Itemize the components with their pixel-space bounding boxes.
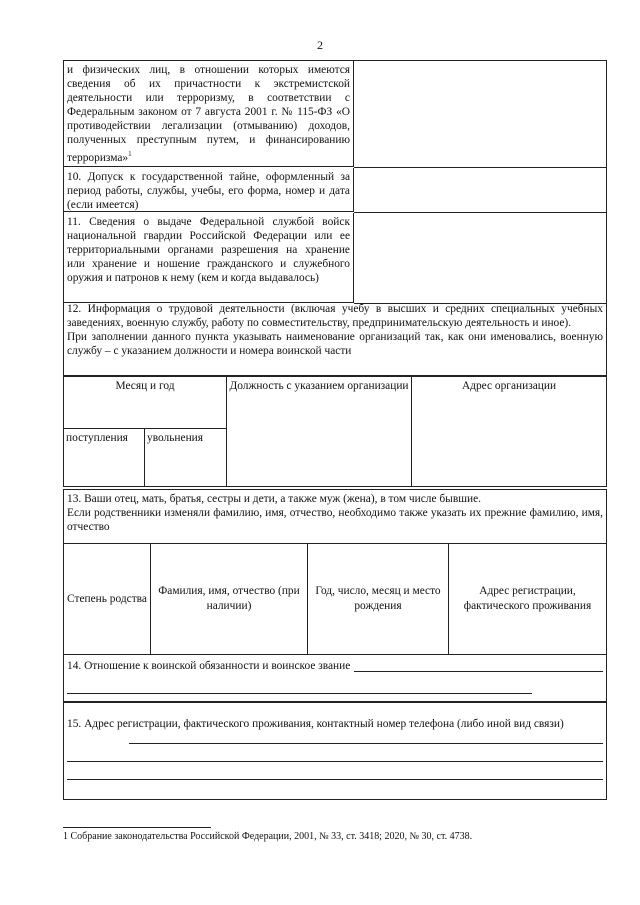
address-header: [412, 377, 607, 487]
address-input-line-3[interactable]: [67, 766, 603, 780]
item-9-continuation: [64, 61, 354, 167]
item-11-label: 11. Сведения о выдаче Федеральной службой войск национальной гвардии Российской Федерации или ее территориальными органами разрешения на хранение или хранение и ношение гражданского и служебного оружия и патронов к нему (кем и когда выдавалось): [64, 213, 354, 303]
item-13-section: [63, 489, 607, 544]
item-12-heading: 12. Информация о трудовой деятельности (включая учебу в высших и средних специальных учебных заведениях, военную службу, работу по совместительству, предпринимательскую деятельность и иное).: [67, 303, 603, 329]
item-15-label: 15. Адрес регистрации, фактического проживания, контактный номер телефона (либо иной вид связи): [67, 718, 564, 730]
item-12-section: [63, 300, 607, 376]
item-10-answer-field[interactable]: [354, 168, 606, 213]
military-rank-extra-line[interactable]: [67, 680, 532, 694]
start-date-header: поступления: [64, 429, 145, 487]
item-15-section: [63, 702, 607, 800]
item-14-label: 14. Отношение к воинской обязанности и воинское звание: [67, 660, 351, 672]
full-name-header: Фамилия, имя, отчество (при наличии): [151, 544, 308, 655]
footnote-marker: 1: [128, 150, 132, 158]
relation-degree-header: Степень родства: [64, 544, 151, 655]
footnote-divider: [63, 827, 211, 828]
address-header-text: Адрес организации: [461, 380, 557, 392]
item-13-instruction: Если родственники изменяли фамилию, имя, отчество, необходимо также указать их прежние фамилию, имя, отчество: [67, 507, 603, 533]
position-header-text: Должность с указанием организации: [229, 380, 409, 392]
employment-table: [63, 376, 607, 487]
page-number: 2: [317, 38, 323, 52]
end-date-header: увольнения: [145, 429, 227, 487]
questionnaire-upper-grid: [63, 60, 607, 300]
relatives-table: [63, 543, 607, 655]
month-year-header: Месяц и год: [64, 377, 227, 429]
item-14-section: [63, 654, 607, 702]
position-header: [227, 377, 412, 487]
item-11-answer-field[interactable]: [354, 213, 606, 304]
item-12-instruction: При заполнении данного пункта указывать наименование организаций так, как они именовались, военную службу – с указанием должности и номера воинской части: [67, 331, 603, 357]
address-input-line-1[interactable]: [129, 730, 603, 744]
item-9-answer-field[interactable]: [354, 61, 606, 168]
military-rank-input-line[interactable]: [354, 658, 603, 672]
footnote: 1 Собрание законодательства Российской Федерации, 2001, № 33, ст. 3418; 2020, № 30, ст. 4738.: [63, 831, 473, 842]
item-10-label: 10. Допуск к государственной тайне, оформленный за период работы, службы, учебы, его форма, номер и дата (если имеется): [64, 168, 354, 212]
address-input-line-2[interactable]: [67, 748, 603, 762]
item-13-heading: 13. Ваши отец, мать, братья, сестры и дети, а также муж (жена), в том числе бывшие.: [67, 493, 481, 505]
birth-info-header: Год, число, месяц и место рождения: [308, 544, 449, 655]
residence-address-header: Адрес регистрации, фактического проживания: [449, 544, 607, 655]
item-9-text: и физических лиц, в отношении которых имеются сведения об их причастности к экстремистской деятельности или терроризму, в соответствии с Федеральным законом от 7 августа 2001 г. № 115-ФЗ «О противодействии легализации (отмыванию) доходов, полученных преступным путем, и финансированию терроризма»: [67, 64, 350, 164]
